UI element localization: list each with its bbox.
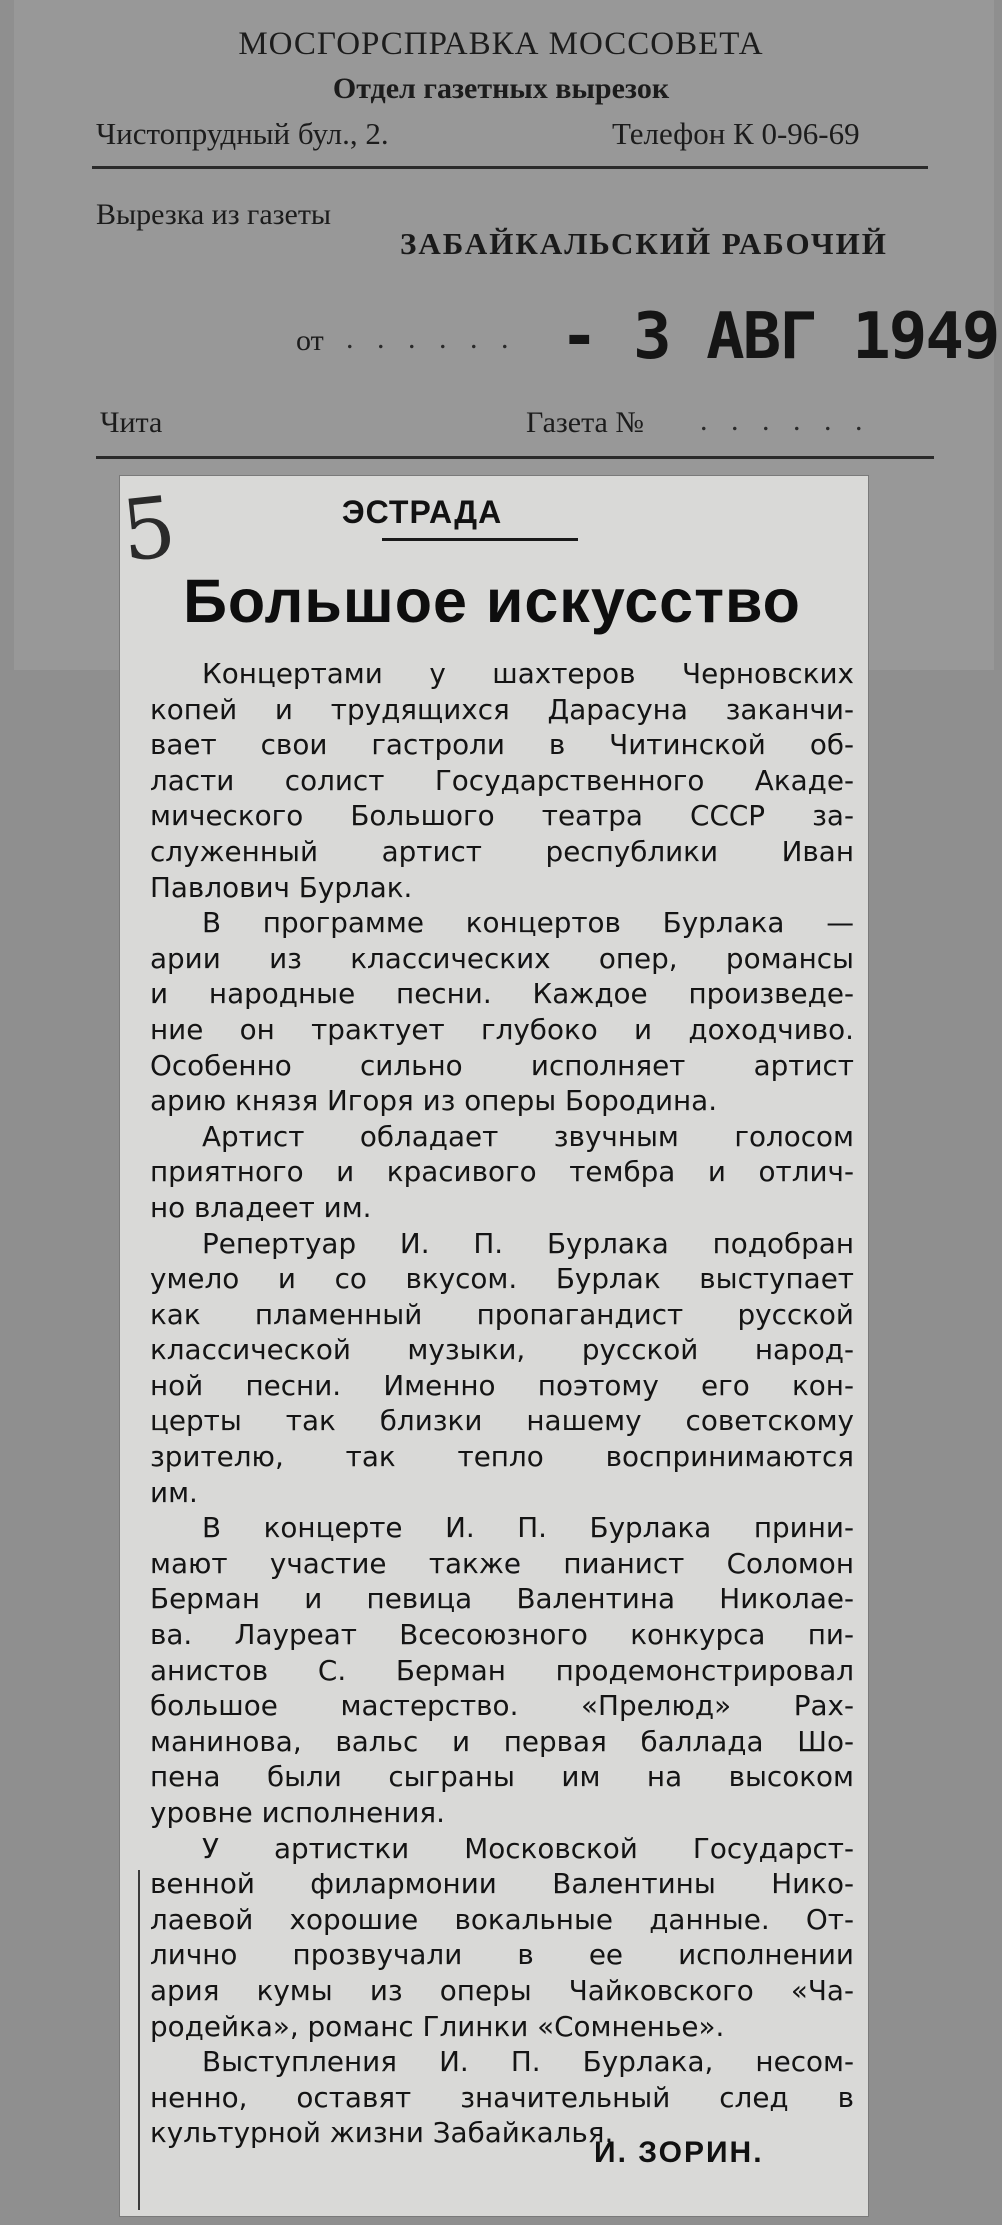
article-line: ной песни. Именно поэтому его кон- xyxy=(150,1368,854,1402)
article-line: Павлович Бурлак. xyxy=(150,870,413,904)
article-line: У артистки Московской Государст- xyxy=(202,1831,854,1865)
article-line: родейка», романс Глинки «Сомненье». xyxy=(150,2009,725,2043)
article-line: ненно, оставят значительный след в xyxy=(150,2080,854,2114)
from-label: от xyxy=(296,324,324,357)
article-line: как пламенный пропагандист русской xyxy=(150,1297,854,1331)
article-line: лаевой хорошие вокальные данные. От- xyxy=(150,1902,854,1936)
article-line: Артист обладает звучным голосом xyxy=(202,1119,854,1153)
article-line: копей и трудящихся Дарасуна заканчи- xyxy=(150,692,854,726)
article-line: служенный артист республики Иван xyxy=(150,834,854,868)
article-line: анистов С. Берман продемонстрировал xyxy=(150,1653,854,1687)
article-line: умело и со вкусом. Бурлак выступает xyxy=(150,1262,854,1296)
article-line: им. xyxy=(150,1475,198,1509)
city-label: Чита xyxy=(100,406,163,439)
phone-number: Телефон К 0-96-69 xyxy=(612,116,860,151)
article-line: и народные песни. Каждое произведе- xyxy=(150,977,854,1011)
article-line: манинова, вальс и первая баллада Шо- xyxy=(150,1724,854,1758)
article-line: церты так близки нашему советскому xyxy=(150,1404,854,1438)
article-line: ние он трактует глубоко и доходчиво. xyxy=(150,1012,854,1046)
article-line: Берман и певица Валентина Николае- xyxy=(150,1582,854,1616)
article-line: Выступления И. П. Бурлака, несом- xyxy=(202,2045,854,2079)
article-line: Концертами у шахтеров Черновских xyxy=(202,657,854,690)
article-line: культурной жизни Забайкалья. xyxy=(150,2116,614,2150)
article-line: Репертуар И. П. Бурлака подобран xyxy=(202,1226,854,1260)
article-line: мического Большого театра СССР за- xyxy=(150,799,854,833)
clipping-edge-line xyxy=(138,1870,140,2210)
article-line: вает свои гастроли в Читинской об- xyxy=(150,728,854,762)
article-line: В программе концертов Бурлака — xyxy=(202,906,854,940)
article-line: зрителю, так тепло воспринимаются xyxy=(150,1440,854,1474)
article-line: В концерте И. П. Бурлака прини- xyxy=(202,1511,854,1545)
handwritten-number: 5 xyxy=(117,477,181,581)
article-title: Большое искусство xyxy=(183,567,801,635)
issue-label: Газета № xyxy=(526,406,644,439)
article-line: классической музыки, русской народ- xyxy=(150,1333,854,1367)
clip-label: Вырезка из газеты xyxy=(96,198,332,231)
article-line: приятного и красивого тембра и отлич- xyxy=(150,1155,854,1189)
date-fill-dots: . . . . . . xyxy=(346,322,517,355)
date-stamp: - 3 АВГ 1949 xyxy=(560,300,999,374)
article-line: мают участие также пианист Соломон xyxy=(150,1546,854,1580)
address: Чистопрудный бул., 2. xyxy=(96,116,389,151)
header-rule xyxy=(92,166,928,169)
article-line: но владеет им. xyxy=(150,1190,372,1224)
organization-name: МОСГОРСПРАВКА МОССОВЕТА xyxy=(238,26,764,62)
header-bottom-rule xyxy=(96,456,934,459)
newspaper-name: ЗАБАЙКАЛЬСКИЙ РАБОЧИЙ xyxy=(400,226,888,261)
article-line: венной филармонии Валентины Нико- xyxy=(150,1867,854,1901)
article-line: пена были сыграны им на высоком xyxy=(150,1760,854,1794)
article-body xyxy=(150,656,854,2151)
article-line: арии из классических опер, романсы xyxy=(150,941,854,975)
rubric-underline xyxy=(382,538,578,541)
article-line: большое мастерство. «Прелюд» Рах- xyxy=(150,1689,854,1723)
article-line: ария кумы из оперы Чайковского «Ча- xyxy=(150,1973,854,2007)
issue-fill-dots: . . . . . . xyxy=(700,404,871,437)
rubric-heading: ЭСТРАДА xyxy=(341,494,503,530)
department-name: Отдел газетных вырезок xyxy=(332,72,670,105)
article-line: арию князя Игоря из оперы Бородина. xyxy=(150,1084,718,1118)
article-line: Особенно сильно исполняет артист xyxy=(150,1048,854,1082)
author-signature: И. ЗОРИН. xyxy=(594,2136,764,2169)
article-line: лично прозвучали в ее исполнении xyxy=(150,1938,854,1972)
article-line: ласти солист Государственного Акаде- xyxy=(150,763,854,797)
article-line: уровне исполнения. xyxy=(150,1796,445,1829)
article-line: ва. Лауреат Всесоюзного конкурса пи- xyxy=(150,1618,854,1652)
